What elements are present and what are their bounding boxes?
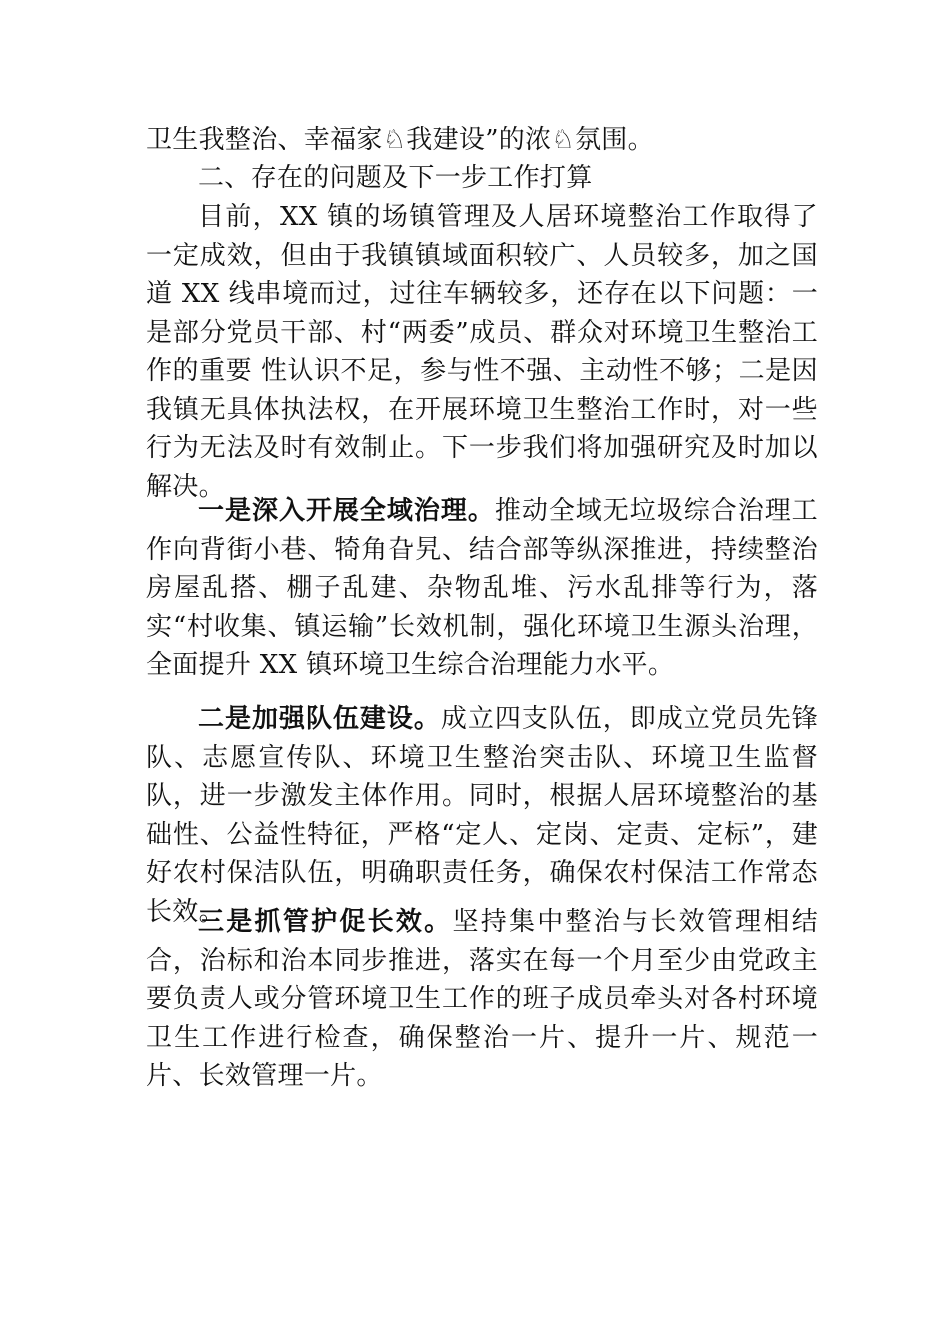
paragraph-problems (146, 198, 818, 506)
section-heading-text: 二、存在的问题及下一步工作打算 (198, 163, 593, 193)
paragraph-text: 卫生我整治、幸福家♘我建设”的浓♘氛围。 (146, 125, 654, 155)
paragraph-measure-1 (146, 492, 818, 685)
paragraph-text: 推动全域无垃圾综合治理工作向背街小巷、犄角旮旯、结合部等纵深推进，持续整治房屋乱搭、棚子乱建、杂物乱堆、污水乱排等行为，落实“村收集、镇运输”长效机制，强化环境卫生源头治理，全面提升 XX 镇环境卫生综合治理能力水平。 (146, 496, 818, 680)
section-heading (146, 159, 818, 198)
paragraph-text: 目前，XX 镇的场镇管理及人居环境整治工作取得了一定成效，但由于我镇镇域面积较广、人员较多，加之国道 XX 线串境而过，过往车辆较多，还存在以下问题：一是部分党员干部、村“两委”成员、群众对环境卫生整治工作的重要 性认识不足，参与性不强、主动性不够；二是因我镇无具体执法权，在开展环境卫生整治工作时，对一些行为无法及时有效制止。下一步我们将加强研究及时加以解决。 (146, 202, 818, 502)
paragraph-continuation (146, 121, 818, 160)
paragraph-text: 坚持集中整治与长效管理相结合，治标和治本同步推进，落实在每一个月至少由党政主要负责人或分管环境卫生工作的班子成员牵头对各村环境卫生工作进行检查，确保整治一片、提升一片、规范一片、长效管理一片。 (146, 907, 819, 1091)
paragraph-lead: 二是加强队伍建设。 (198, 704, 441, 734)
paragraph-lead: 一是深入开展全域治理。 (198, 496, 495, 526)
paragraph-measure-3 (146, 903, 818, 1096)
paragraph-body (146, 903, 818, 1096)
paragraph-body (146, 700, 818, 931)
paragraph-measure-2 (146, 700, 818, 931)
paragraph-text: 成立四支队伍，即成立党员先锋队、志愿宣传队、环境卫生整治突击队、环境卫生监督队，进一步激发主体作用。同时，根据人居环境整治的基础性、公益性特征，严格“定人、定岗、定责、定标”，建好农村保洁队伍，明确职责任务，确保农村保洁工作常态长效。 (146, 704, 818, 927)
paragraph-lead: 三是抓管护促长效。 (198, 907, 453, 937)
paragraph-body (146, 492, 818, 685)
